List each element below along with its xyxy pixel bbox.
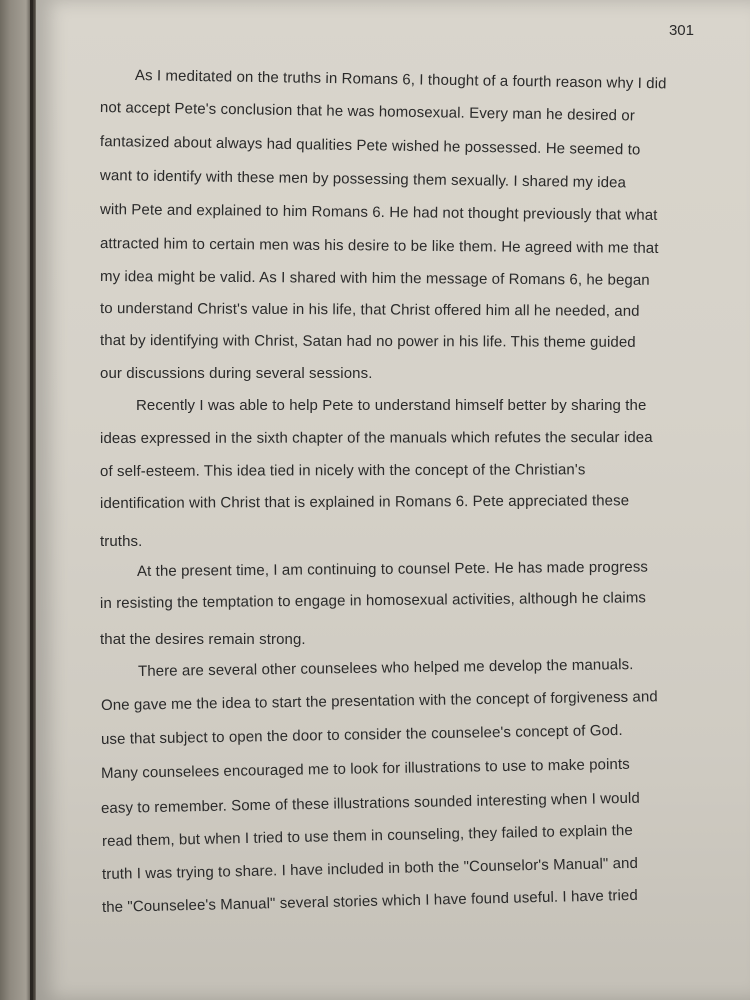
text-line: fantasized about always had qualities Pete wished he possessed. He seemed to	[99, 133, 641, 159]
text-line: that the desires remain strong.	[100, 631, 306, 648]
text-line: Many counselees encouraged me to look for illustrations to use to make points	[100, 755, 630, 782]
text-line: that by identifying with Christ, Satan had no power in his life. This theme guided	[99, 332, 636, 351]
text-line: my idea might be valid. As I shared with him the message of Romans 6, he began	[99, 268, 650, 289]
text-line: with Pete and explained to him Romans 6. He had not thought previously that what	[99, 201, 658, 224]
text-line: want to identify with these men by possessing them sexually. I shared my idea	[99, 167, 627, 192]
book-gutter	[30, 0, 33, 1000]
text-line: read them, but when I tried to use them in counseling, they failed to explain the	[101, 821, 633, 850]
page-text	[36, 0, 750, 1000]
text-line: the "Counselee's Manual" several stories which I have found useful. I have tried	[101, 886, 639, 916]
text-line: of self-esteem. This idea tied in nicely with the concept of the Christian's	[99, 461, 586, 480]
text-line: easy to remember. Some of these illustrations sounded interesting when I would	[100, 789, 641, 817]
text-line: our discussions during several sessions.	[100, 365, 373, 382]
text-line: There are several other counselees who helped me develop the manuals.	[137, 656, 634, 680]
text-line: As I meditated on the truths in Romans 6, I thought of a fourth reason why I did	[134, 67, 667, 93]
text-line: in resisting the temptation to engage in homosexual activities, although he claims	[99, 589, 647, 612]
text-line: Recently I was able to help Pete to understand himself better by sharing the	[136, 397, 647, 414]
text-line: One gave me the idea to start the presentation with the concept of forgiveness and	[100, 688, 658, 714]
text-line: use that subject to open the door to consider the counselee's concept of God.	[100, 721, 623, 748]
text-line: to understand Christ's value in his life, that Christ offered him all he needed, and	[99, 300, 640, 320]
text-line: not accept Pete's conclusion that he was homosexual. Every man he desired or	[99, 99, 635, 125]
text-line: ideas expressed in the sixth chapter of the manuals which refutes the secular idea	[99, 429, 653, 447]
text-line: truth I was trying to share. I have included in both the "Counselor's Manual" and	[101, 854, 639, 883]
page-number: 301	[668, 22, 694, 39]
text-line: truths.	[100, 533, 143, 550]
text-line: At the present time, I am continuing to counsel Pete. He has made progress	[136, 558, 649, 580]
text-line: identification with Christ that is explained in Romans 6. Pete appreciated these	[99, 492, 630, 512]
text-line: attracted him to certain men was his desire to be like them. He agreed with me that	[99, 235, 659, 257]
